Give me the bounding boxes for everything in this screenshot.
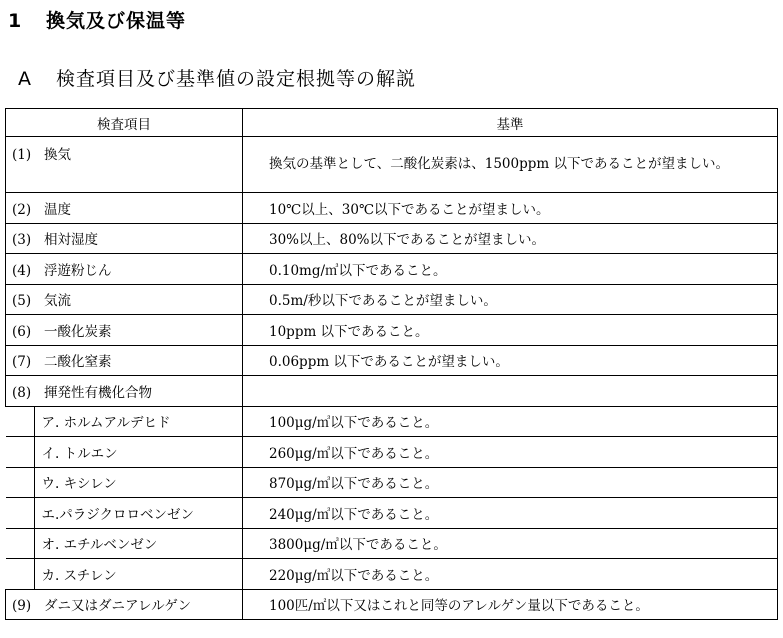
item-cell: (8) 揮発性有機化合物 [6,376,243,407]
table-subrow [6,467,778,498]
subsection-letter: A [18,68,32,90]
table-header-row [6,109,778,137]
criteria-cell: 0.06ppm 以下であることが望ましい。 [243,345,778,376]
table-row [6,345,778,376]
criteria-cell: 10℃以上、30℃以下であることが望ましい。 [243,193,778,224]
table-row [6,315,778,346]
table-subrow [6,437,778,468]
criteria-cell: 3800μg/㎥以下であること。 [243,528,778,559]
item-cell: (2) 温度 [6,193,243,224]
criteria-cell: 240μg/㎥以下であること。 [243,498,778,529]
criteria-cell [243,376,778,407]
table-subrow [6,559,778,590]
section-heading [8,6,186,33]
item-cell: (9) ダニ又はダニアレルゲン [6,589,243,620]
item-cell: (1) 換気 [6,137,243,193]
header-item: 検査項目 [6,109,243,137]
sub-item-cell: ウ. キシレン [6,467,243,498]
table-row [6,254,778,285]
header-criteria: 基準 [243,109,778,137]
table-row [6,193,778,224]
sub-item-cell: オ. エチルベンゼン [6,528,243,559]
item-cell: (7) 二酸化窒素 [6,345,243,376]
table-row [6,137,778,193]
subsection-title: 検査項目及び基準値の設定根拠等の解説 [56,68,417,90]
table-subrow [6,528,778,559]
item-cell: (6) 一酸化炭素 [6,315,243,346]
sub-item-cell: エ.パラジクロロベンゼン [6,498,243,529]
table-row [6,223,778,254]
table-row [6,284,778,315]
table-subrow [6,406,778,437]
subsection-heading [18,64,416,91]
criteria-cell: 870μg/㎥以下であること。 [243,467,778,498]
criteria-cell: 100匹/㎡以下又はこれと同等のアレルゲン量以下であること。 [243,589,778,620]
item-cell: (5) 気流 [6,284,243,315]
table-subrow [6,498,778,529]
item-cell: (4) 浮遊粉じん [6,254,243,285]
criteria-cell: 0.5m/秒以下であることが望ましい。 [243,284,778,315]
criteria-cell: 260μg/㎥以下であること。 [243,437,778,468]
sub-item-cell: イ. トルエン [6,437,243,468]
sub-item-cell: カ. スチレン [6,559,243,590]
sub-item-cell: ア. ホルムアルデヒド [6,406,243,437]
section-number: 1 [8,10,23,32]
criteria-cell: 10ppm 以下であること。 [243,315,778,346]
criteria-cell: 換気の基準として、二酸化炭素は、1500ppm 以下であることが望ましい。 [243,137,778,193]
table-row [6,589,778,620]
item-cell: (3) 相対湿度 [6,223,243,254]
criteria-cell: 100μg/㎥以下であること。 [243,406,778,437]
inspection-table [5,108,778,620]
criteria-cell: 0.10mg/㎥以下であること。 [243,254,778,285]
section-title: 換気及び保温等 [46,10,187,32]
table-row [6,376,778,407]
criteria-cell: 30%以上、80%以下であることが望ましい。 [243,223,778,254]
criteria-cell: 220μg/㎥以下であること。 [243,559,778,590]
